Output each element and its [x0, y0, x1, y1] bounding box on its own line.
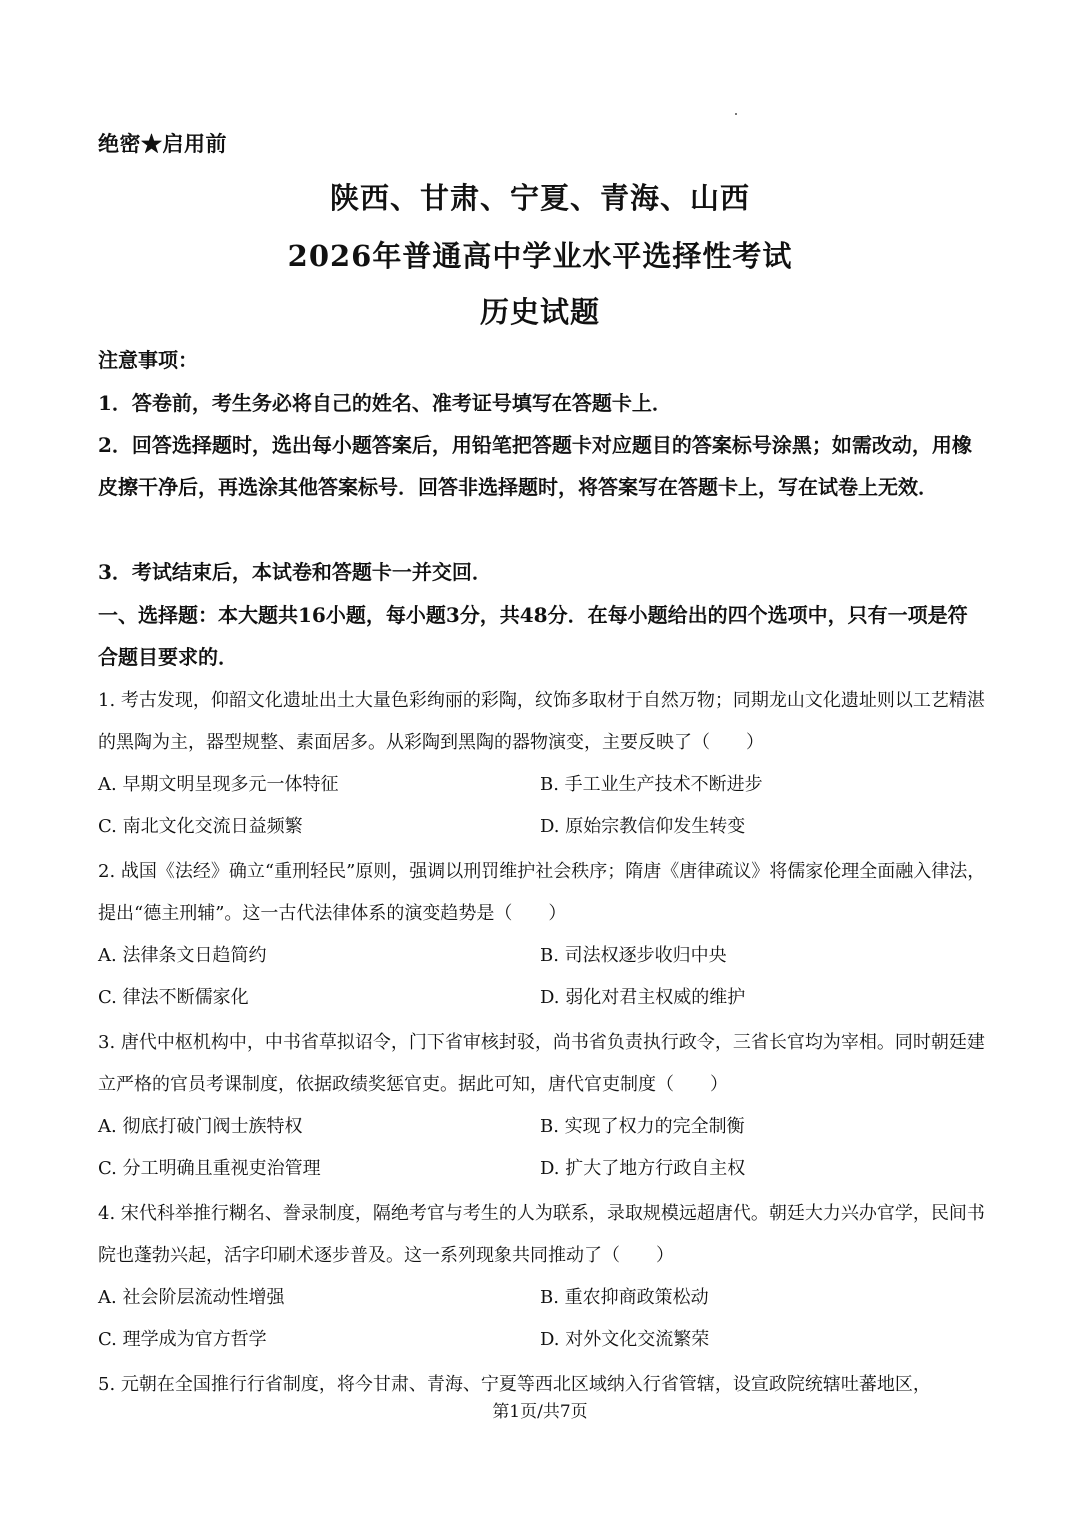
option-c: C. 理学成为官方哲学	[98, 1329, 267, 1350]
question-2-options	[98, 935, 986, 1019]
question-2-stem: 2. 战国《法经》确立“重刑轻民”原则，强调以刑罚维护社会秩序；隋唐《唐律疏议》将儒家伦理全面融入律法，提出“德主刑辅”。这一古代法律体系的演变趋势是（ ）	[98, 861, 986, 924]
page-number: 第1页/共7页	[492, 1402, 588, 1422]
option-b: B. 重农抑商政策松动	[540, 1287, 709, 1308]
option-a: A. 法律条文日趋简约	[98, 945, 267, 966]
option-d: D. 扩大了地方行政自主权	[540, 1158, 746, 1179]
question-3-options	[98, 1106, 986, 1190]
option-c: C. 分工明确且重视吏治管理	[98, 1158, 321, 1179]
option-c: C. 律法不断儒家化	[98, 987, 249, 1008]
notice-item-3: 3．考试结束后，本试卷和答题卡一并交回．	[98, 560, 492, 584]
question-1-stem: 1. 考古发现，仰韶文化遗址出土大量色彩绚丽的彩陶，纹饰多取材于自然万物；同期龙山文化遗址则以工艺精湛的黑陶为主，器型规整、素面居多。从彩陶到黑陶的器物演变，主要反映了（ ）	[98, 690, 985, 753]
scan-dot	[735, 113, 737, 115]
option-b: B. 手工业生产技术不断进步	[540, 774, 763, 795]
title-subject: 历史试题	[479, 295, 600, 329]
option-row	[98, 1277, 986, 1319]
option-row	[98, 764, 986, 806]
question-5-stem: 5. 元朝在全国推行行省制度，将今甘肃、青海、宁夏等西北区域纳入行省管辖，设宣政院统辖吐蕃地区，	[98, 1374, 931, 1395]
notice-item-1: 1．答卷前，考生务必将自己的姓名、准考证号填写在答题卡上．	[98, 391, 672, 415]
question-4-options	[98, 1277, 986, 1361]
option-b: B. 实现了权力的完全制衡	[540, 1116, 745, 1137]
option-row	[98, 1319, 986, 1361]
section-heading: 一、选择题：本大题共16小题，每小题3分，共48分．在每小题给出的四个选项中，只有一项是符合题目要求的．	[98, 603, 968, 669]
option-row	[98, 1148, 986, 1190]
option-row	[98, 1106, 986, 1148]
option-row	[98, 977, 986, 1019]
notice-item-2: 2．回答选择题时，选出每小题答案后，用铅笔把答题卡对应题目的答案标号涂黑；如需改动，用橡皮擦干净后，再选涂其他答案标号．回答非选择题时，将答案写在答题卡上，写在试卷上无效．	[98, 433, 972, 499]
question-3-stem: 3. 唐代中枢机构中，中书省草拟诏令，门下省审核封驳，尚书省负责执行政令，三省长官均为宰相。同时朝廷建立严格的官员考课制度，依据政绩奖惩官吏。据此可知，唐代官吏制度（ ）	[98, 1032, 985, 1095]
option-c: C. 南北文化交流日益频繁	[98, 816, 303, 837]
question-4-stem: 4. 宋代科举推行糊名、誊录制度，隔绝考官与考生的人为联系，录取规模远超唐代。朝廷大力兴办官学，民间书院也蓬勃兴起，活字印刷术逐步普及。这一系列现象共同推动了（ ）	[98, 1203, 985, 1266]
option-a: A. 早期文明呈现多元一体特征	[98, 774, 339, 795]
option-b: B. 司法权逐步收归中央	[540, 945, 727, 966]
option-row	[98, 806, 986, 848]
option-a: A. 彻底打破门阀士族特权	[98, 1116, 303, 1137]
confidential-mark: 绝密★启用前	[98, 131, 227, 156]
notice-heading: 注意事项：	[98, 348, 198, 372]
question-1-options	[98, 764, 986, 848]
option-d: D. 对外文化交流繁荣	[540, 1329, 710, 1350]
title-exam: 2026年普通高中学业水平选择性考试	[287, 239, 793, 273]
option-d: D. 原始宗教信仰发生转变	[540, 816, 746, 837]
option-d: D. 弱化对君主权威的维护	[540, 987, 746, 1008]
option-a: A. 社会阶层流动性增强	[98, 1287, 285, 1308]
option-row	[98, 935, 986, 977]
title-provinces: 陕西、甘肃、宁夏、青海、山西	[329, 181, 750, 215]
